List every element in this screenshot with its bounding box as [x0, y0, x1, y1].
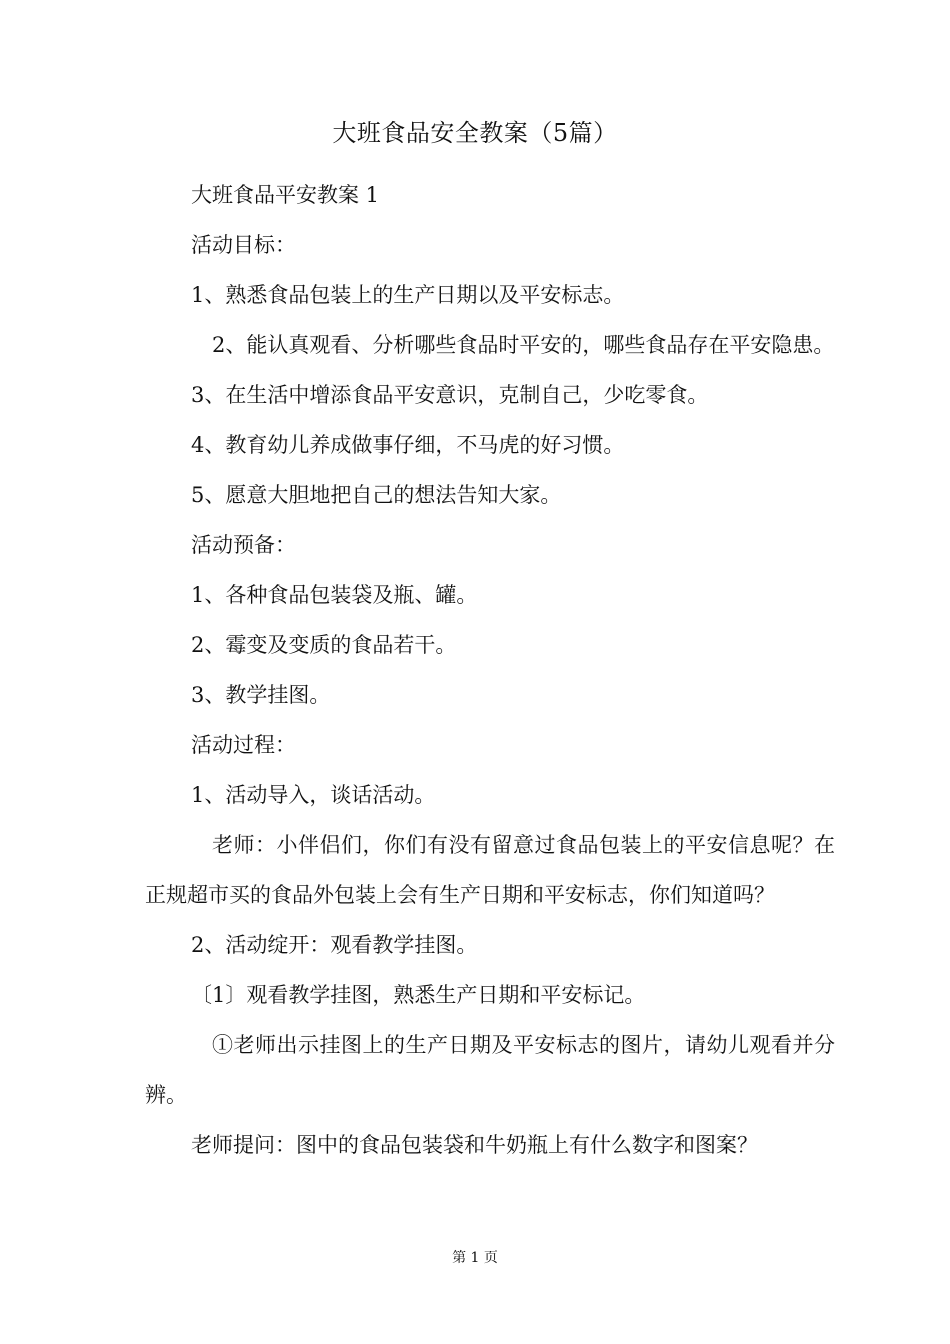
- paragraph-process-2: 2、活动绽开：观看教学挂图。: [191, 933, 478, 957]
- document-title: 大班食品安全教案（5篇）: [332, 119, 618, 147]
- section-heading: 大班食品平安教案 1: [191, 183, 380, 207]
- paragraph-process: 活动过程：: [191, 733, 296, 757]
- paragraph-goal-3: 3、在生活中增添食品平安意识，克制自己，少吃零食。: [191, 383, 709, 407]
- paragraph-goal-5: 5、愿意大胆地把自己的想法告知大家。: [191, 483, 562, 507]
- paragraph-goal-4: 4、教育幼儿养成做事仔细，不马虎的好习惯。: [191, 433, 625, 457]
- paragraph-step-1a: ①老师出示挂图上的生产日期及平安标志的图片，请幼儿观看并分辨。: [145, 1033, 835, 1107]
- paragraph-activity-goals: 活动目标：: [191, 233, 296, 257]
- paragraph-goal-1: 1、熟悉食品包装上的生产日期以及平安标志。: [191, 283, 625, 307]
- paragraph-prep-1: 1、各种食品包装袋及瓶、罐。: [191, 583, 478, 607]
- paragraph-preparation: 活动预备：: [191, 533, 296, 557]
- page-number: 第 1 页: [452, 1250, 498, 1266]
- paragraph-step-1: 〔1〕观看教学挂图，熟悉生产日期和平安标记。: [191, 983, 646, 1007]
- paragraph-process-1: 1、活动导入，谈话活动。: [191, 783, 436, 807]
- paragraph-prep-2: 2、霉变及变质的食品若干。: [191, 633, 457, 657]
- paragraph-goal-2: 2、能认真观看、分析哪些食品时平安的，哪些食品存在平安隐患。: [212, 333, 835, 357]
- paragraph-prep-3: 3、教学挂图。: [191, 683, 331, 707]
- paragraph-teacher-intro: 老师：小伴侣们，你们有没有留意过食品包装上的平安信息呢？在正规超市买的食品外包装上会有生产日期和平安标志，你们知道吗？: [145, 833, 835, 907]
- paragraph-teacher-question: 老师提问：图中的食品包装袋和牛奶瓶上有什么数字和图案？: [191, 1133, 758, 1157]
- document-body: [145, 170, 835, 1170]
